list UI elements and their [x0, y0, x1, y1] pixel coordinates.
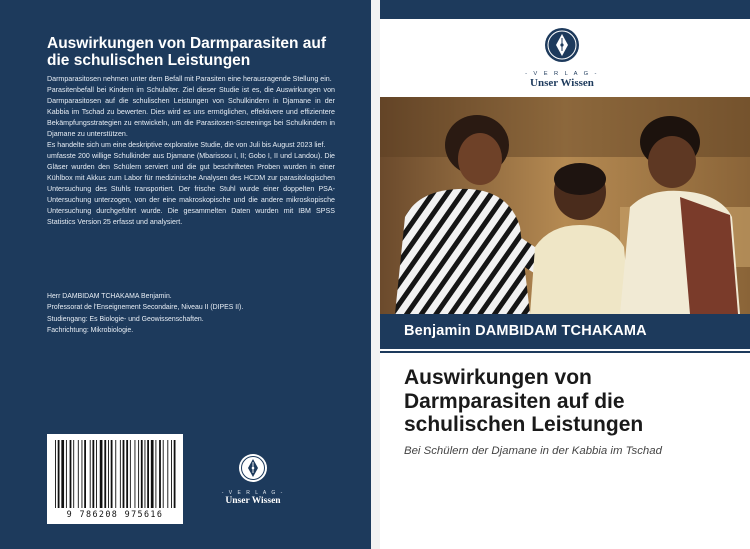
front-cover-title: Auswirkungen von Darmparasiten auf die schulischen Leistungen — [404, 366, 644, 436]
author-bio-line: Professorat de l'Enseignement Secondaire, Niveau II (DIPES II). — [47, 304, 244, 312]
author-bio-line: Fachrichtung: Mikrobiologie. — [47, 326, 134, 334]
author-divider — [380, 351, 750, 353]
front-author-name: Benjamin DAMBIDAM TCHAKAMA — [380, 314, 750, 349]
author-bio-line: Herr DAMBIDAM TCHAKAMA Benjamin. — [47, 293, 172, 300]
front-cover — [380, 0, 750, 549]
author-bio — [47, 291, 337, 336]
barcode-icon — [53, 440, 177, 508]
blurb-paragraph: Parasitenbefall bei Kindern im Schulalter. Ziel dieser Studie ist es, die Auswirkungen von Darmparasitosen auf die schulischen Leistungen von Schulkindern in Djamane in der Kabbia im Tschad zu bewerten. Dies wird es uns ermöglichen, effektivere und effizientere Bekämpfungsstrategien zu entwickeln, um die Parasitosen-Screenings bei Schulkindern in Djamane zu unterstützen. — [47, 86, 335, 138]
spine — [371, 0, 380, 549]
fountain-pen-nib-icon — [544, 27, 580, 63]
publisher-name: Unser Wissen — [530, 77, 594, 89]
publisher-verlag-label: - V E R L A G - — [221, 490, 285, 496]
back-publisher-logo — [213, 453, 293, 506]
publisher-name: Unser Wissen — [225, 496, 281, 506]
back-cover — [0, 0, 371, 549]
publisher-verlag-label: - V E R L A G - — [525, 71, 599, 77]
front-cover-subtitle: Bei Schülern der Djamane in der Kabbia im Tschad — [404, 445, 662, 457]
cover-photo-illustration — [380, 97, 750, 314]
blurb-paragraph: Es handelte sich um eine deskriptive explorative Studie, die von Juli bis August 2023 lief. — [47, 141, 326, 149]
front-publisher-logo — [510, 27, 614, 89]
author-bio-line: Studiengang: Es Biologie- und Geowissenschaften. — [47, 315, 204, 323]
front-top-bar — [380, 0, 750, 19]
isbn-barcode — [47, 434, 183, 524]
blurb-paragraph: umfasste 200 willige Schulkinder aus Djamane (Mbarissou I, II; Gobo I, II und Landou). Die Gläser wurden den Schülern serviert und die gut beschrifteten Proben wurden in einer Kühlbox mit Akkus zum Labor für medizinische Analysen des HCDM zur parasitologischen Untersuchung des Stuhls transportiert. Der frische Stuhl wurde einer doppelten PSA-Untersuchung unterzogen, von der eine makroskopische und die andere mikroskopische Untersuchung durchgeführt wurde. Die gesammelten Daten wurden mit IBM SPSS Statistics Version 25 erfasst und analysiert. — [47, 152, 335, 226]
isbn-number: 9 786208 975616 — [66, 509, 164, 519]
back-cover-title: Auswirkungen von Darmparasiten auf die schulischen Leistungen — [47, 35, 327, 69]
fountain-pen-nib-icon — [238, 453, 268, 483]
blurb-paragraph: Darmparasitosen nehmen unter dem Befall mit Parasiten eine herausragende Stellung ein. — [47, 75, 332, 83]
cover-photo — [380, 97, 750, 314]
back-cover-blurb — [47, 74, 335, 228]
